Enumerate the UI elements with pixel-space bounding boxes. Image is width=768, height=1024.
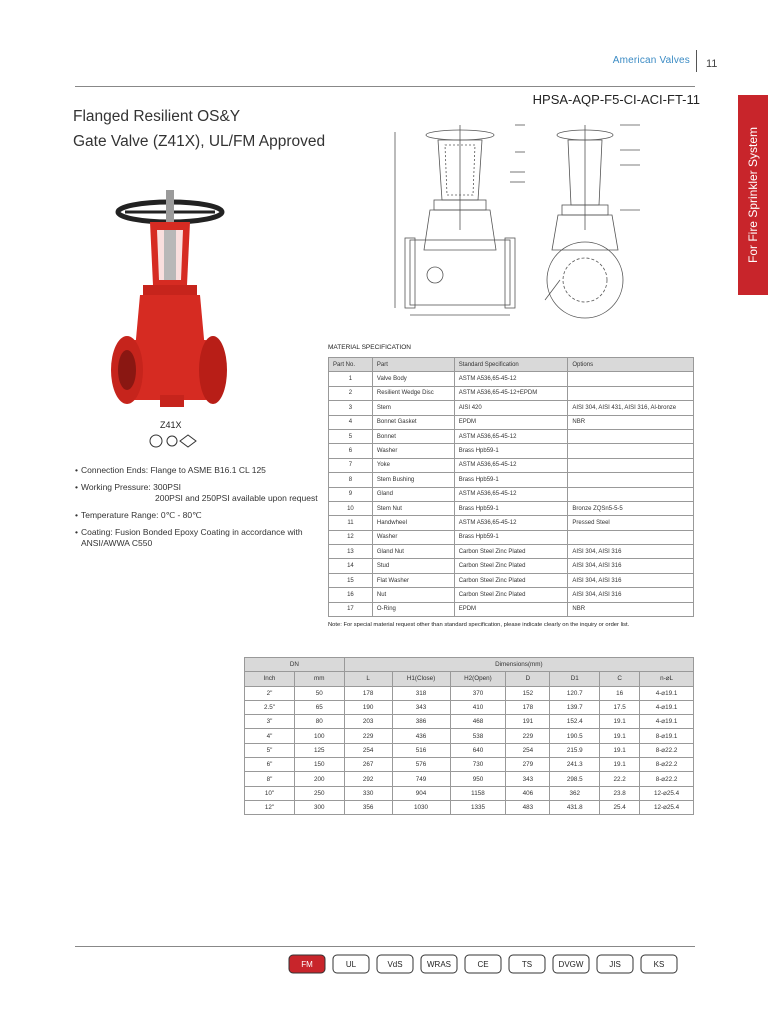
table-row	[329, 458, 694, 472]
cert-logo-label: FM	[301, 960, 313, 969]
table-cell: Washer	[372, 444, 454, 458]
table-cell: 19.1	[600, 743, 640, 757]
header-options: Options	[568, 358, 694, 372]
table-cell: Nut	[372, 588, 454, 602]
table-cell: O-Ring	[372, 602, 454, 616]
table-cell: Brass Hpb59-1	[454, 501, 568, 515]
table-cell: 16	[600, 686, 640, 700]
table-cell: 4	[329, 415, 373, 429]
table-row	[245, 729, 694, 743]
table-cell: 10	[329, 501, 373, 515]
material-spec-note: Note: For special material request other than standard specification, please indicate clearly on the inquiry or order list.	[328, 622, 630, 628]
table-cell: Washer	[372, 530, 454, 544]
table-cell	[568, 444, 694, 458]
table-cell: 1158	[450, 786, 506, 800]
table-cell: 410	[450, 700, 506, 714]
table-cell: 516	[392, 743, 450, 757]
page-title	[73, 104, 363, 154]
table-cell: 14	[329, 559, 373, 573]
table-cell: 431.8	[550, 800, 600, 814]
feature-pressure-text: • Working Pressure: 300PSI	[81, 482, 181, 492]
table-cell: 8"	[245, 772, 295, 786]
table-cell: 13	[329, 545, 373, 559]
table-cell: 19.1	[600, 758, 640, 772]
header-divider	[696, 50, 697, 72]
table-cell	[568, 458, 694, 472]
dimensions-table	[244, 657, 694, 815]
feature-pressure	[75, 482, 335, 504]
table-cell: 8-⌀19.1	[640, 729, 694, 743]
table-cell: 8	[329, 473, 373, 487]
table-cell: 254	[506, 743, 550, 757]
side-tab-label: For Fire Sprinkler System	[746, 126, 760, 264]
table-row	[245, 772, 694, 786]
table-cell: ASTM A536,65-45-12	[454, 487, 568, 501]
table-cell: 15	[329, 573, 373, 587]
table-cell	[568, 473, 694, 487]
table-cell: 1	[329, 372, 373, 386]
table-cell: EPDM	[454, 415, 568, 429]
table-cell: 120.7	[550, 686, 600, 700]
table-cell: 12-⌀25.4	[640, 786, 694, 800]
table-cell: Bronze ZQSn5-5-5	[568, 501, 694, 515]
table-cell: 50	[294, 686, 344, 700]
table-cell: AISI 304, AISI 316	[568, 545, 694, 559]
table-cell: EPDM	[454, 602, 568, 616]
table-row	[245, 715, 694, 729]
table-row	[329, 530, 694, 544]
table-cell: 343	[506, 772, 550, 786]
dim-header: D	[506, 672, 550, 686]
table-row	[329, 501, 694, 515]
table-cell: 4"	[245, 729, 295, 743]
table-cell: NBR	[568, 415, 694, 429]
table-cell: 17.5	[600, 700, 640, 714]
material-spec-title: MATERIAL SPECIFICATION	[328, 344, 411, 351]
table-cell: 576	[392, 758, 450, 772]
table-cell: Bonnet Gasket	[372, 415, 454, 429]
table-cell: Brass Hpb59-1	[454, 444, 568, 458]
table-row	[329, 545, 694, 559]
table-cell: 406	[506, 786, 550, 800]
table-cell: 16	[329, 588, 373, 602]
dim-header: L	[344, 672, 392, 686]
table-cell: 152	[506, 686, 550, 700]
feature-coating-2: ANSI/AWWA C550	[81, 538, 153, 548]
table-cell: 904	[392, 786, 450, 800]
table-cell: 5"	[245, 743, 295, 757]
table-cell	[568, 429, 694, 443]
bottom-rule	[75, 946, 695, 947]
table-cell: 436	[392, 729, 450, 743]
table-cell: NBR	[568, 602, 694, 616]
table-row	[329, 588, 694, 602]
table-cell: 6"	[245, 758, 295, 772]
table-cell: 298.5	[550, 772, 600, 786]
table-cell: 10"	[245, 786, 295, 800]
dimensions-group-header	[245, 658, 694, 672]
table-cell: Stud	[372, 559, 454, 573]
feature-coating	[75, 527, 335, 549]
table-cell: Brass Hpb59-1	[454, 530, 568, 544]
table-cell: 250	[294, 786, 344, 800]
cert-logo-label: DVGW	[558, 960, 584, 969]
table-row	[329, 372, 694, 386]
header-part-no: Part No.	[329, 358, 373, 372]
table-cell: 330	[344, 786, 392, 800]
table-row	[329, 516, 694, 530]
table-cell: 100	[294, 729, 344, 743]
table-cell: 5	[329, 429, 373, 443]
table-cell: 749	[392, 772, 450, 786]
table-cell: 152.4	[550, 715, 600, 729]
table-row	[329, 573, 694, 587]
table-cell: 178	[506, 700, 550, 714]
table-cell: 3"	[245, 715, 295, 729]
feature-pressure-extra: 200PSI and 250PSI available upon request	[155, 493, 318, 503]
table-row	[329, 386, 694, 400]
table-cell: 538	[450, 729, 506, 743]
table-cell: 190	[344, 700, 392, 714]
valve-photo	[105, 190, 245, 435]
table-row	[245, 700, 694, 714]
cert-logo-label: WRAS	[427, 960, 451, 969]
feature-list	[75, 465, 335, 555]
table-cell: 241.3	[550, 758, 600, 772]
table-cell: Resilient Wedge Disc	[372, 386, 454, 400]
feature-coating-1: • Coating: Fusion Bonded Epoxy Coating in accordance with	[81, 527, 303, 537]
cert-logo-label: KS	[653, 960, 665, 969]
table-cell: 730	[450, 758, 506, 772]
table-row	[245, 800, 694, 814]
table-cell: 1030	[392, 800, 450, 814]
table-cell: 125	[294, 743, 344, 757]
dims-group: Dimensions(mm)	[344, 658, 693, 672]
table-cell	[568, 386, 694, 400]
table-cell: 6	[329, 444, 373, 458]
feature-temperature: • Temperature Range: 0℃ - 80℃	[75, 510, 335, 521]
table-cell: 7	[329, 458, 373, 472]
table-cell: 17	[329, 602, 373, 616]
certification-logos	[285, 952, 695, 976]
side-tab	[738, 95, 768, 295]
table-cell: Carbon Steel Zinc Plated	[454, 573, 568, 587]
table-cell: Gland	[372, 487, 454, 501]
table-cell: 19.1	[600, 729, 640, 743]
table-cell: 150	[294, 758, 344, 772]
table-cell: 254	[344, 743, 392, 757]
table-cell: Valve Body	[372, 372, 454, 386]
table-cell: AISI 304, AISI 316	[568, 588, 694, 602]
top-rule	[75, 86, 695, 87]
table-cell: 65	[294, 700, 344, 714]
cert-logo-label: CE	[477, 960, 489, 969]
header-brand: American Valves	[612, 55, 690, 66]
table-cell: Stem Bushing	[372, 473, 454, 487]
table-row	[329, 415, 694, 429]
title-line-1: Flanged Resilient OS&Y	[73, 108, 241, 125]
dim-header: mm	[294, 672, 344, 686]
table-cell: 3	[329, 401, 373, 415]
dim-header: H2(Open)	[450, 672, 506, 686]
cert-logo-label: UL	[345, 960, 357, 969]
table-cell: 191	[506, 715, 550, 729]
table-cell: 279	[506, 758, 550, 772]
table-cell: 4-⌀19.1	[640, 686, 694, 700]
dim-header: n-⌀L	[640, 672, 694, 686]
table-cell: 2.5"	[245, 700, 295, 714]
table-cell: 292	[344, 772, 392, 786]
table-cell: 950	[450, 772, 506, 786]
table-cell: AISI 304, AISI 316	[568, 559, 694, 573]
table-cell: 9	[329, 487, 373, 501]
table-row	[245, 686, 694, 700]
cert-logo-label: JIS	[609, 960, 621, 969]
table-cell: 468	[450, 715, 506, 729]
table-cell: Gland Nut	[372, 545, 454, 559]
table-row	[329, 473, 694, 487]
table-cell: AISI 304, AISI 316	[568, 573, 694, 587]
table-cell: 356	[344, 800, 392, 814]
table-cell: 483	[506, 800, 550, 814]
table-cell: 2	[329, 386, 373, 400]
table-cell: 8-⌀22.2	[640, 758, 694, 772]
table-cell: 229	[344, 729, 392, 743]
dn-group: DN	[245, 658, 345, 672]
technical-drawing	[390, 120, 670, 320]
page-number: 11	[706, 58, 718, 70]
table-row	[245, 786, 694, 800]
table-cell: 190.5	[550, 729, 600, 743]
table-row	[329, 401, 694, 415]
table-cell: Carbon Steel Zinc Plated	[454, 545, 568, 559]
table-cell: Stem	[372, 401, 454, 415]
dim-header: H1(Close)	[392, 672, 450, 686]
table-cell: ASTM A536,65-45-12	[454, 458, 568, 472]
table-cell: 362	[550, 786, 600, 800]
table-row	[329, 487, 694, 501]
table-cell: 343	[392, 700, 450, 714]
cert-logo-label: TS	[521, 960, 533, 969]
table-row	[329, 559, 694, 573]
table-cell: Carbon Steel Zinc Plated	[454, 588, 568, 602]
table-row	[329, 444, 694, 458]
dim-header: C	[600, 672, 640, 686]
table-cell	[568, 487, 694, 501]
ul-fm-marks	[140, 433, 200, 453]
table-cell: 23.8	[600, 786, 640, 800]
table-cell: 12-⌀25.4	[640, 800, 694, 814]
table-cell: 386	[392, 715, 450, 729]
table-cell: 8-⌀22.2	[640, 772, 694, 786]
table-cell: ASTM A536,65-45-12	[454, 372, 568, 386]
table-cell: 139.7	[550, 700, 600, 714]
dim-header: D1	[550, 672, 600, 686]
table-cell: ASTM A536,65-45-12	[454, 429, 568, 443]
table-cell: 4-⌀19.1	[640, 700, 694, 714]
table-cell: Bonnet	[372, 429, 454, 443]
table-cell: 318	[392, 686, 450, 700]
table-cell: 12"	[245, 800, 295, 814]
table-cell: 229	[506, 729, 550, 743]
model-code: HPSA-AQP-F5-CI-ACI-FT-11	[532, 92, 700, 107]
table-cell: Stem Nut	[372, 501, 454, 515]
table-cell: ASTM A536,65-45-12+EPDM	[454, 386, 568, 400]
table-cell: 267	[344, 758, 392, 772]
table-cell: Handwheel	[372, 516, 454, 530]
table-cell: 4-⌀19.1	[640, 715, 694, 729]
header-standard-spec: Standard Specification	[454, 358, 568, 372]
cert-logo-label: VdS	[387, 960, 403, 969]
table-cell: 203	[344, 715, 392, 729]
table-cell: 8-⌀22.2	[640, 743, 694, 757]
table-cell: AISI 420	[454, 401, 568, 415]
dimensions-header	[245, 672, 694, 686]
table-row	[329, 429, 694, 443]
feature-connection: • Connection Ends: Flange to ASME B16.1 CL 125	[75, 465, 335, 476]
table-cell: 2"	[245, 686, 295, 700]
table-cell: 200	[294, 772, 344, 786]
table-cell: Carbon Steel Zinc Plated	[454, 559, 568, 573]
table-cell: 22.2	[600, 772, 640, 786]
title-line-2: Gate Valve (Z41X), UL/FM Approved	[73, 133, 326, 150]
table-cell: 25.4	[600, 800, 640, 814]
product-model: Z41X	[160, 420, 182, 430]
table-cell: 178	[344, 686, 392, 700]
table-cell: 19.1	[600, 715, 640, 729]
table-row	[245, 743, 694, 757]
table-row	[245, 758, 694, 772]
table-cell: 12	[329, 530, 373, 544]
table-cell: 370	[450, 686, 506, 700]
table-cell: Flat Washer	[372, 573, 454, 587]
table-cell	[568, 372, 694, 386]
material-spec-table	[328, 357, 694, 617]
material-spec-header	[329, 358, 694, 372]
table-cell: 80	[294, 715, 344, 729]
table-cell: 640	[450, 743, 506, 757]
table-cell: ASTM A536,65-45-12	[454, 516, 568, 530]
table-cell: 300	[294, 800, 344, 814]
table-cell: 215.9	[550, 743, 600, 757]
header-part: Part	[372, 358, 454, 372]
dim-header: Inch	[245, 672, 295, 686]
table-cell	[568, 530, 694, 544]
table-cell: AISI 304, AISI 431, AISI 316, Al-bronze	[568, 401, 694, 415]
table-row	[329, 602, 694, 616]
table-cell: Pressed Steel	[568, 516, 694, 530]
table-cell: 1335	[450, 800, 506, 814]
table-cell: Yoke	[372, 458, 454, 472]
table-cell: 11	[329, 516, 373, 530]
table-cell: Brass Hpb59-1	[454, 473, 568, 487]
